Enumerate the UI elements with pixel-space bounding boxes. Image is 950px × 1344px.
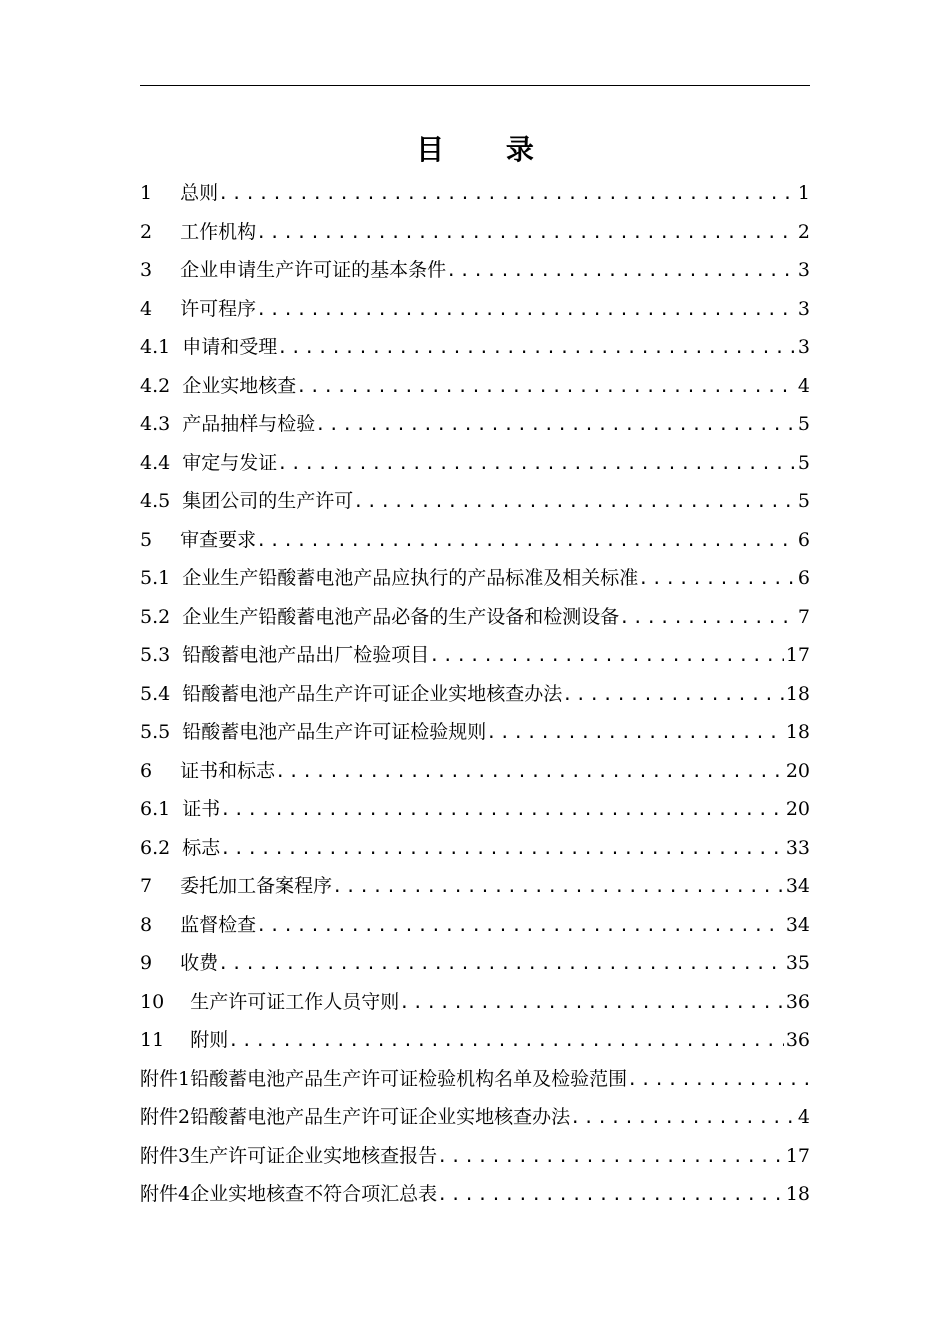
toc-dot-leader (277, 329, 796, 367)
toc-entry-page: 20 (785, 798, 810, 820)
toc-entry[interactable] (140, 906, 810, 945)
toc-entry-label: 生产许可证企业实地核查报告 (190, 1144, 438, 1167)
toc-dot-leader (220, 830, 784, 868)
toc-entry-label: 铅酸蓄电池产品生产许可证企业实地核查办法 (190, 1106, 571, 1128)
toc-entry-label: 证书和标志 (180, 759, 276, 782)
toc-entry-page: 5 (797, 451, 810, 474)
toc-entry-number: 4 (140, 297, 153, 320)
toc-dot-leader (220, 791, 784, 829)
toc-entry[interactable] (140, 790, 810, 829)
toc-entry-label: 企业生产铅酸蓄电池产品应执行的产品标准及相关标准 (182, 567, 639, 589)
toc-dot-leader (353, 483, 796, 521)
toc-entry[interactable] (140, 213, 810, 252)
toc-entry[interactable] (140, 598, 810, 637)
toc-entry-page: 34 (785, 875, 810, 897)
toc-entry-label: 生产许可证工作人员守则 (190, 990, 400, 1013)
toc-entry-page: 35 (785, 952, 810, 974)
toc-entry-number: 8 (140, 913, 153, 936)
toc-entry-page: 4 (797, 1106, 810, 1128)
toc-entry-page: 6 (797, 567, 810, 589)
toc-entry-label: 铅酸蓄电池产品生产许可证检验机构名单及检验范围 (190, 1067, 628, 1090)
toc-entry-number: 4.3 (140, 413, 171, 435)
toc-dot-leader (277, 445, 796, 483)
toc-entry-label: 附则 (190, 1029, 229, 1051)
toc-entry-page: 17 (785, 644, 810, 666)
toc-entry[interactable] (140, 174, 810, 213)
toc-entry-page: 18 (785, 682, 810, 705)
toc-entry-number: 4.5 (140, 490, 171, 512)
toc-entry-page: 36 (785, 990, 810, 1013)
toc-entry-number: 4.2 (140, 374, 171, 397)
table-of-contents (140, 174, 810, 1214)
toc-entry[interactable] (140, 1137, 810, 1176)
toc-dot-leader (399, 984, 784, 1022)
toc-dot-leader (256, 291, 796, 329)
toc-entry-label: 许可程序 (180, 297, 257, 320)
toc-dot-leader (562, 676, 784, 714)
toc-entry-number: 5.3 (140, 644, 171, 666)
toc-entry[interactable] (140, 1098, 810, 1137)
toc-entry-number: 5.1 (140, 567, 171, 589)
toc-entry[interactable] (140, 944, 810, 983)
toc-entry[interactable] (140, 444, 810, 483)
header-rule (140, 85, 810, 86)
toc-entry-label: 标志 (182, 836, 221, 859)
toc-entry-number: 7 (140, 875, 153, 897)
toc-entry-page: 1 (797, 182, 810, 204)
toc-entry[interactable] (140, 1060, 810, 1099)
toc-dot-leader (627, 1061, 808, 1099)
toc-entry[interactable] (140, 1021, 810, 1060)
toc-entry-page: 18 (785, 1183, 810, 1205)
toc-entry-number: 附件1 (140, 1067, 191, 1090)
toc-entry-number: 附件2 (140, 1106, 191, 1128)
toc-entry-number: 5.5 (140, 721, 171, 743)
toc-entry[interactable] (140, 1175, 810, 1214)
toc-entry-label: 铅酸蓄电池产品生产许可证企业实地核查办法 (182, 682, 563, 705)
toc-entry-number: 3 (140, 259, 153, 281)
toc-dot-leader (296, 368, 796, 406)
toc-entry-label: 委托加工备案程序 (180, 875, 333, 897)
toc-entry[interactable] (140, 713, 810, 752)
toc-entry-number: 4.4 (140, 451, 171, 474)
toc-entry-label: 收费 (180, 952, 219, 974)
toc-entry-page: 33 (785, 836, 810, 859)
toc-entry-number: 附件4 (140, 1183, 191, 1205)
toc-entry-label: 企业申请生产许可证的基本条件 (180, 259, 447, 281)
toc-entry-label: 铅酸蓄电池产品出厂检验项目 (182, 644, 430, 666)
toc-entry-label: 审查要求 (180, 528, 257, 551)
toc-dot-leader (429, 637, 784, 675)
toc-entry-number: 9 (140, 952, 153, 974)
toc-dot-leader (332, 868, 784, 906)
toc-entry-page: 6 (797, 528, 810, 551)
toc-entry-label: 监督检查 (180, 913, 257, 936)
toc-entry-label: 企业实地核查不符合项汇总表 (190, 1183, 438, 1205)
toc-entry-page: 20 (785, 759, 810, 782)
toc-dot-leader (315, 406, 796, 444)
toc-entry-number: 11 (140, 1029, 165, 1051)
toc-entry-number: 5 (140, 528, 153, 551)
toc-entry-number: 6.1 (140, 798, 171, 820)
toc-entry-label: 产品抽样与检验 (182, 413, 316, 435)
toc-entry-page: 36 (785, 1029, 810, 1051)
toc-entry[interactable] (140, 675, 810, 714)
toc-entry-number: 4.1 (140, 336, 171, 358)
toc-dot-leader (256, 522, 796, 560)
toc-entry-number: 10 (140, 990, 165, 1013)
toc-entry[interactable] (140, 636, 810, 675)
toc-entry-number: 6 (140, 759, 153, 782)
toc-entry[interactable] (140, 367, 810, 406)
toc-entry-label: 证书 (182, 798, 221, 820)
toc-entry[interactable] (140, 752, 810, 791)
toc-entry-label: 企业生产铅酸蓄电池产品必备的生产设备和检测设备 (182, 605, 620, 628)
toc-entry-page: 5 (797, 490, 810, 512)
toc-dot-leader (446, 252, 796, 290)
toc-entry-page: 18 (785, 721, 810, 743)
toc-entry-page: 4 (797, 374, 810, 397)
toc-entry-number: 2 (140, 220, 153, 243)
toc-entry-label: 集团公司的生产许可 (182, 490, 354, 512)
toc-dot-leader (228, 1022, 784, 1060)
toc-entry-page: 2 (797, 220, 810, 243)
toc-title: 目 录 (416, 133, 560, 166)
toc-entry-page: 3 (797, 297, 810, 320)
toc-entry-label: 铅酸蓄电池产品生产许可证检验规则 (182, 721, 487, 743)
toc-dot-leader (218, 175, 796, 213)
toc-entry[interactable] (140, 829, 810, 868)
toc-entry-label: 工作机构 (180, 220, 257, 243)
toc-entry[interactable] (140, 983, 810, 1022)
toc-dot-leader (256, 214, 796, 252)
toc-entry[interactable] (140, 521, 810, 560)
toc-entry-label: 企业实地核查 (182, 374, 297, 397)
toc-dot-leader (256, 907, 784, 945)
toc-entry-number: 5.4 (140, 682, 171, 705)
toc-dot-leader (275, 753, 784, 791)
toc-dot-leader (486, 714, 784, 752)
toc-entry-number: 6.2 (140, 836, 171, 859)
toc-dot-leader (619, 599, 796, 637)
toc-entry[interactable] (140, 867, 810, 906)
toc-dot-leader (437, 1176, 784, 1214)
toc-entry[interactable] (140, 559, 810, 598)
toc-entry[interactable] (140, 405, 810, 444)
toc-entry-number: 附件3 (140, 1144, 191, 1167)
toc-entry-number: 5.2 (140, 605, 171, 628)
toc-entry-label: 总则 (180, 182, 219, 204)
toc-entry-page: 3 (797, 336, 810, 358)
toc-entry-page: 17 (785, 1144, 810, 1167)
toc-entry-label: 审定与发证 (182, 451, 278, 474)
toc-entry-label: 申请和受理 (182, 336, 278, 358)
toc-dot-leader (570, 1099, 796, 1137)
toc-entry[interactable] (140, 482, 810, 521)
toc-entry-number: 1 (140, 182, 153, 204)
toc-entry-page: 3 (797, 259, 810, 281)
toc-entry-page: 34 (785, 913, 810, 936)
toc-entry[interactable] (140, 328, 810, 367)
toc-entry-page: 5 (797, 413, 810, 435)
toc-dot-leader (437, 1138, 784, 1176)
toc-dot-leader (638, 560, 796, 598)
toc-entry[interactable] (140, 251, 810, 290)
toc-dot-leader (218, 945, 784, 983)
toc-entry-page: 7 (797, 605, 810, 628)
toc-entry[interactable] (140, 290, 810, 329)
